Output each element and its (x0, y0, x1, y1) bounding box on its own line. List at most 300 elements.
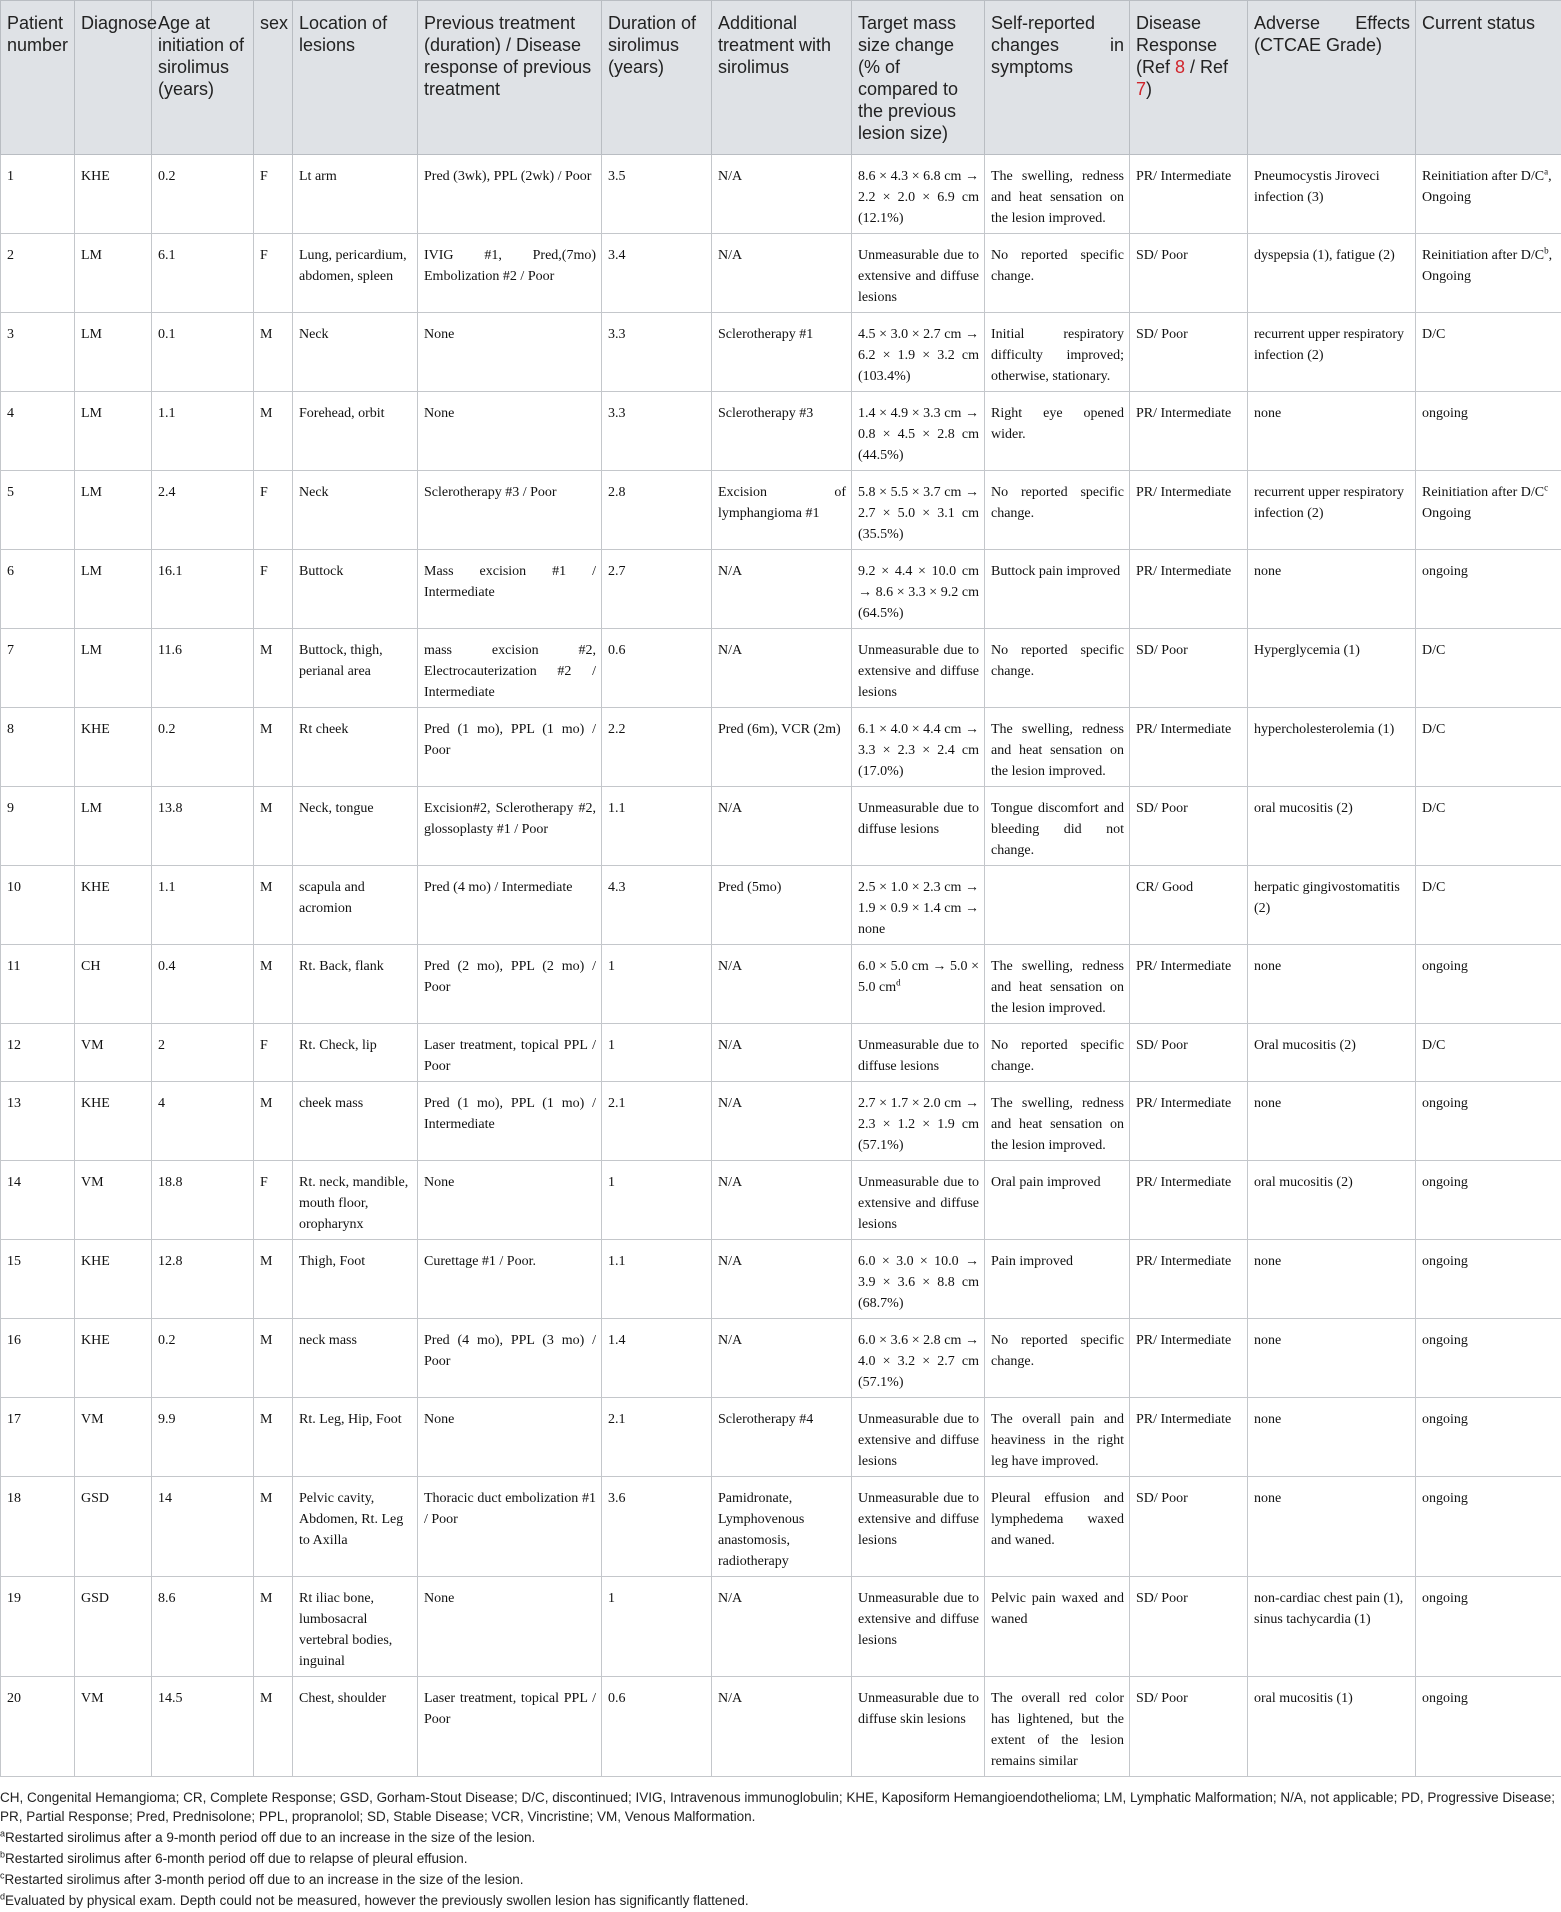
cell-age: 14.5 (152, 1677, 254, 1777)
cell-adverse: none (1248, 1398, 1416, 1477)
cell-symptoms: Right eye opened wider. (985, 392, 1130, 471)
cell-additional: N/A (712, 155, 852, 234)
cell-additional: Pred (5mo) (712, 866, 852, 945)
header-disease-response (1130, 1, 1248, 155)
cell-response: PR/ Intermediate (1130, 1398, 1248, 1477)
cell-target: Unmeasurable due to diffuse skin lesions (852, 1677, 985, 1777)
cell-status: D/C (1416, 866, 1561, 945)
cell-response: PR/ Intermediate (1130, 1161, 1248, 1240)
cell-duration: 3.4 (602, 234, 712, 313)
cell-status: ongoing (1416, 1319, 1561, 1398)
cell-adverse: non-cardiac chest pain (1), sinus tachycardia (1) (1248, 1577, 1416, 1677)
cell-location: Thigh, Foot (293, 1240, 418, 1319)
cell-symptoms: No reported specific change. (985, 629, 1130, 708)
cell-target: Unmeasurable due to extensive and diffuse lesions (852, 1477, 985, 1577)
cell-diagnose: KHE (75, 1240, 152, 1319)
cell-symptoms: The swelling, redness and heat sensation on the lesion improved. (985, 708, 1130, 787)
cell-patient: 18 (1, 1477, 75, 1577)
cell-duration: 3.5 (602, 155, 712, 234)
table-row (1, 708, 1561, 787)
cell-location: Pelvic cavity, Abdomen, Rt. Leg to Axilla (293, 1477, 418, 1577)
cell-age: 16.1 (152, 550, 254, 629)
header-response-suffix: ) (1146, 79, 1152, 99)
cell-response: SD/ Poor (1130, 1677, 1248, 1777)
cell-response: PR/ Intermediate (1130, 1082, 1248, 1161)
cell-sex: M (254, 1240, 293, 1319)
cell-adverse: herpatic gingivostomatitis (2) (1248, 866, 1416, 945)
table-row (1, 1024, 1561, 1082)
cell-previous: Pred (3wk), PPL (2wk) / Poor (418, 155, 602, 234)
status-tail: , Ongoing (1422, 248, 1552, 284)
cell-symptoms: Tongue discomfort and bleeding did not change. (985, 787, 1130, 866)
cell-location: Rt. Leg, Hip, Foot (293, 1398, 418, 1477)
cell-additional: N/A (712, 1024, 852, 1082)
cell-additional: N/A (712, 1319, 852, 1398)
cell-additional: Sclerotherapy #4 (712, 1398, 852, 1477)
cell-duration: 4.3 (602, 866, 712, 945)
cell-symptoms: The swelling, redness and heat sensation on the lesion improved. (985, 155, 1130, 234)
cell-age: 12.8 (152, 1240, 254, 1319)
table-row (1, 234, 1561, 313)
cell-previous: Sclerotherapy #3 / Poor (418, 471, 602, 550)
cell-previous: Pred (1 mo), PPL (1 mo) / Intermediate (418, 1082, 602, 1161)
cell-patient: 8 (1, 708, 75, 787)
cell-symptoms: The overall red color has lightened, but the extent of the lesion remains similar (985, 1677, 1130, 1777)
cell-previous: Pred (4 mo), PPL (3 mo) / Poor (418, 1319, 602, 1398)
cell-additional: N/A (712, 1240, 852, 1319)
cell-symptoms: No reported specific change. (985, 1024, 1130, 1082)
cell-adverse: none (1248, 392, 1416, 471)
table-row (1, 629, 1561, 708)
cell-location: Buttock, thigh, perianal area (293, 629, 418, 708)
header-diagnose: Diagnose (75, 1, 152, 155)
cell-location: cheek mass (293, 1082, 418, 1161)
cell-duration: 2.8 (602, 471, 712, 550)
footnote (0, 1870, 1555, 1889)
cell-symptoms: Pelvic pain waxed and waned (985, 1577, 1130, 1677)
cell-location: Buttock (293, 550, 418, 629)
table-row (1, 1161, 1561, 1240)
cell-duration: 1.4 (602, 1319, 712, 1398)
cell-target: 6.0 × 3.0 × 10.0 → 3.9 × 3.6 × 8.8 cm (68.7%) (852, 1240, 985, 1319)
cell-adverse: none (1248, 1240, 1416, 1319)
cell-additional: N/A (712, 1577, 852, 1677)
cell-adverse: oral mucositis (2) (1248, 787, 1416, 866)
cell-diagnose: CH (75, 945, 152, 1024)
cell-duration: 2.1 (602, 1082, 712, 1161)
cell-previous: None (418, 313, 602, 392)
cell-sex: M (254, 708, 293, 787)
table-row (1, 392, 1561, 471)
cell-patient: 11 (1, 945, 75, 1024)
footnote (0, 1849, 1555, 1868)
cell-duration: 1 (602, 1577, 712, 1677)
cell-sex: M (254, 1677, 293, 1777)
cell-diagnose: KHE (75, 708, 152, 787)
cell-age: 2 (152, 1024, 254, 1082)
cell-age: 18.8 (152, 1161, 254, 1240)
cell-patient: 19 (1, 1577, 75, 1677)
cell-target: 6.0 × 3.6 × 2.8 cm → 4.0 × 3.2 × 2.7 cm (57.1%) (852, 1319, 985, 1398)
cell-age: 11.6 (152, 629, 254, 708)
cell-location: Rt. Back, flank (293, 945, 418, 1024)
cell-diagnose: KHE (75, 1082, 152, 1161)
header-patient: Patient number (1, 1, 75, 155)
cell-response: PR/ Intermediate (1130, 550, 1248, 629)
cell-diagnose: KHE (75, 155, 152, 234)
cell-age: 1.1 (152, 866, 254, 945)
cell-diagnose: LM (75, 234, 152, 313)
cell-patient: 20 (1, 1677, 75, 1777)
cell-symptoms: Initial respiratory difficulty improved; otherwise, stationary. (985, 313, 1130, 392)
cell-status: ongoing (1416, 1398, 1561, 1477)
table-row (1, 866, 1561, 945)
cell-target: Unmeasurable due to extensive and diffuse lesions (852, 1161, 985, 1240)
cell-sex: F (254, 155, 293, 234)
status-text: Reinitiation after D/C (1422, 248, 1544, 263)
footnote-marker: c (0, 1871, 5, 1881)
cell-age: 0.2 (152, 1319, 254, 1398)
cell-adverse: hypercholesterolemia (1) (1248, 708, 1416, 787)
cell-additional: Sclerotherapy #3 (712, 392, 852, 471)
header-previous-treatment: Previous treatment (duration) / Disease response of previous treatment (418, 1, 602, 155)
cell-symptoms: No reported specific change. (985, 1319, 1130, 1398)
cell-patient: 17 (1, 1398, 75, 1477)
cell-patient: 9 (1, 787, 75, 866)
footnote-text: Restarted sirolimus after a 9-month period off due to an increase in the size of the lesion. (5, 1830, 535, 1845)
table-body (1, 155, 1561, 1777)
cell-adverse: oral mucositis (1) (1248, 1677, 1416, 1777)
cell-additional: N/A (712, 629, 852, 708)
cell-status: ongoing (1416, 550, 1561, 629)
cell-status: ongoing (1416, 1677, 1561, 1777)
cell-response: SD/ Poor (1130, 234, 1248, 313)
cell-duration: 2.7 (602, 550, 712, 629)
footnote-marker: b (1544, 245, 1549, 255)
cell-age: 14 (152, 1477, 254, 1577)
cell-location: Rt cheek (293, 708, 418, 787)
cell-location: Chest, shoulder (293, 1677, 418, 1777)
cell-age: 13.8 (152, 787, 254, 866)
status-text: Reinitiation after D/C (1422, 485, 1544, 500)
cell-additional: N/A (712, 945, 852, 1024)
cell-sex: F (254, 234, 293, 313)
cell-diagnose: LM (75, 787, 152, 866)
cell-symptoms: No reported specific change. (985, 471, 1130, 550)
footnote-text: Restarted sirolimus after 6-month period off due to relapse of pleural effusion. (5, 1851, 468, 1866)
cell-target: 2.5 × 1.0 × 2.3 cm → 1.9 × 0.9 × 1.4 cm → none (852, 866, 985, 945)
footnote (0, 1828, 1555, 1847)
cell-response: PR/ Intermediate (1130, 392, 1248, 471)
table-row (1, 1319, 1561, 1398)
cell-additional: N/A (712, 550, 852, 629)
cell-target: 9.2 × 4.4 × 10.0 cm → 8.6 × 3.3 × 9.2 cm (64.5%) (852, 550, 985, 629)
cell-adverse: none (1248, 550, 1416, 629)
cell-previous: Laser treatment, topical PPL / Poor (418, 1677, 602, 1777)
cell-previous: IVIG #1, Pred,(7mo) Embolization #2 / Poor (418, 234, 602, 313)
header-response-mid: / Ref (1185, 57, 1228, 77)
footnote-marker: b (0, 1850, 5, 1860)
table-row (1, 550, 1561, 629)
cell-status (1416, 471, 1561, 550)
header-location: Location of lesions (293, 1, 418, 155)
cell-age: 9.9 (152, 1398, 254, 1477)
table-row (1, 1677, 1561, 1777)
cell-diagnose: LM (75, 392, 152, 471)
cell-age: 0.2 (152, 708, 254, 787)
cell-response: SD/ Poor (1130, 1024, 1248, 1082)
cell-previous: Excision#2, Sclerotherapy #2, glossoplasty #1 / Poor (418, 787, 602, 866)
cell-previous: None (418, 1161, 602, 1240)
cell-previous: Pred (1 mo), PPL (1 mo) / Poor (418, 708, 602, 787)
cell-sex: M (254, 1319, 293, 1398)
cell-adverse: dyspepsia (1), fatigue (2) (1248, 234, 1416, 313)
cell-duration: 1 (602, 1024, 712, 1082)
cell-additional: N/A (712, 1082, 852, 1161)
table-row (1, 1082, 1561, 1161)
cell-diagnose: LM (75, 471, 152, 550)
cell-duration: 2.1 (602, 1398, 712, 1477)
cell-location: Forehead, orbit (293, 392, 418, 471)
footnote-text: Evaluated by physical exam. Depth could not be measured, however the previously swollen lesion has significantly flattened. (5, 1893, 749, 1908)
cell-symptoms: The overall pain and heaviness in the right leg have improved. (985, 1398, 1130, 1477)
cell-location: neck mass (293, 1319, 418, 1398)
cell-previous: Pred (4 mo) / Intermediate (418, 866, 602, 945)
table-row (1, 787, 1561, 866)
cell-additional: N/A (712, 1677, 852, 1777)
cell-age: 0.4 (152, 945, 254, 1024)
cell-patient: 12 (1, 1024, 75, 1082)
cell-response: PR/ Intermediate (1130, 1240, 1248, 1319)
cell-previous: None (418, 392, 602, 471)
cell-previous: None (418, 1577, 602, 1677)
cell-diagnose: LM (75, 550, 152, 629)
cell-status: ongoing (1416, 1161, 1561, 1240)
status-text: Reinitiation after D/C (1422, 169, 1544, 184)
cell-duration: 3.3 (602, 313, 712, 392)
ref-7-link[interactable]: 7 (1136, 79, 1146, 99)
cell-status (1416, 155, 1561, 234)
cell-age: 2.4 (152, 471, 254, 550)
cell-patient: 1 (1, 155, 75, 234)
cell-response: SD/ Poor (1130, 629, 1248, 708)
cell-previous: Laser treatment, topical PPL / Poor (418, 1024, 602, 1082)
cell-patient: 10 (1, 866, 75, 945)
footnote (0, 1891, 1555, 1910)
cell-response: PR/ Intermediate (1130, 945, 1248, 1024)
cell-additional: Pamidronate, Lymphovenous anastomosis, radiotherapy (712, 1477, 852, 1577)
cell-response: PR/ Intermediate (1130, 471, 1248, 550)
cell-adverse: Pneumocystis Jiroveci infection (3) (1248, 155, 1416, 234)
cell-age: 8.6 (152, 1577, 254, 1677)
cell-status: ongoing (1416, 1082, 1561, 1161)
cell-duration: 0.6 (602, 629, 712, 708)
cell-location: Neck (293, 313, 418, 392)
cell-duration: 1 (602, 945, 712, 1024)
cell-location: scapula and acromion (293, 866, 418, 945)
cell-response: SD/ Poor (1130, 787, 1248, 866)
cell-patient: 6 (1, 550, 75, 629)
footnote-marker: c (1544, 482, 1548, 492)
table-row (1, 155, 1561, 234)
cell-response: PR/ Intermediate (1130, 155, 1248, 234)
cell-adverse: none (1248, 1319, 1416, 1398)
cell-age: 0.1 (152, 313, 254, 392)
cell-previous: Mass excision #1 / Intermediate (418, 550, 602, 629)
cell-symptoms: Oral pain improved (985, 1161, 1130, 1240)
cell-sex: M (254, 629, 293, 708)
cell-duration: 3.3 (602, 392, 712, 471)
cell-status: D/C (1416, 1024, 1561, 1082)
cell-location: Neck (293, 471, 418, 550)
cell-target: Unmeasurable due to extensive and diffuse lesions (852, 1577, 985, 1677)
cell-target: Unmeasurable due to extensive and diffuse lesions (852, 234, 985, 313)
cell-status: ongoing (1416, 1240, 1561, 1319)
cell-status: ongoing (1416, 1577, 1561, 1677)
cell-symptoms: Buttock pain improved (985, 550, 1130, 629)
cell-patient: 5 (1, 471, 75, 550)
cell-symptoms (985, 866, 1130, 945)
cell-status: D/C (1416, 708, 1561, 787)
footnote-text: Restarted sirolimus after 3-month period off due to an increase in the size of the lesion. (5, 1872, 524, 1887)
cell-duration: 3.6 (602, 1477, 712, 1577)
cell-adverse: none (1248, 945, 1416, 1024)
cell-age: 4 (152, 1082, 254, 1161)
cell-additional: N/A (712, 234, 852, 313)
cell-sex: M (254, 866, 293, 945)
cell-target: 4.5 × 3.0 × 2.7 cm → 6.2 × 1.9 × 3.2 cm (103.4%) (852, 313, 985, 392)
cell-target: 5.8 × 5.5 × 3.7 cm → 2.7 × 5.0 × 3.1 cm (35.5%) (852, 471, 985, 550)
cell-location: Lt arm (293, 155, 418, 234)
footnote-marker: a (1544, 166, 1548, 176)
header-additional-treatment: Additional treatment with sirolimus (712, 1, 852, 155)
cell-sex: F (254, 550, 293, 629)
cell-previous: Curettage #1 / Poor. (418, 1240, 602, 1319)
cell-target (852, 945, 985, 1024)
cell-sex: M (254, 1577, 293, 1677)
cell-previous: Thoracic duct embolization #1 / Poor (418, 1477, 602, 1577)
cell-diagnose: GSD (75, 1477, 152, 1577)
cell-location: Rt. Check, lip (293, 1024, 418, 1082)
table-row (1, 1577, 1561, 1677)
cell-symptoms: Pleural effusion and lymphedema waxed and waned. (985, 1477, 1130, 1577)
cell-patient: 15 (1, 1240, 75, 1319)
footnote-marker: d (0, 1892, 5, 1902)
target-text: 6.0 × 5.0 cm → 5.0 × 5.0 cm (858, 959, 979, 995)
cell-location: Lung, pericardium, abdomen, spleen (293, 234, 418, 313)
cell-additional: Excision of lymphangioma #1 (712, 471, 852, 550)
cell-response: SD/ Poor (1130, 313, 1248, 392)
cell-adverse: Hyperglycemia (1) (1248, 629, 1416, 708)
cell-duration: 1 (602, 1161, 712, 1240)
cell-diagnose: KHE (75, 866, 152, 945)
cell-previous: Pred (2 mo), PPL (2 mo) / Poor (418, 945, 602, 1024)
cell-symptoms: The swelling, redness and heat sensation on the lesion improved. (985, 945, 1130, 1024)
cell-sex: F (254, 1024, 293, 1082)
cell-diagnose: LM (75, 313, 152, 392)
header-current-status: Current status (1416, 1, 1561, 155)
cell-sex: M (254, 1082, 293, 1161)
cell-diagnose: VM (75, 1677, 152, 1777)
cell-status: D/C (1416, 629, 1561, 708)
abbreviations-note: CH, Congenital Hemangioma; CR, Complete Response; GSD, Gorham-Stout Disease; D/C, discontinued; IVIG, Intravenous immunoglobulin; KHE, Kaposiform Hemangioendothelioma; LM, Lymphatic Malformation; N/A, not applicable; PD, Progressive Disease; PR, Partial Response; Pred, Prednisolone; PPL, propranolol; SD, Stable Disease; VCR, Vincristine; VM, Venous Malformation. (0, 1788, 1555, 1826)
header-sex: sex (254, 1, 293, 155)
cell-status: D/C (1416, 787, 1561, 866)
cell-sex: M (254, 313, 293, 392)
cell-sex: M (254, 1398, 293, 1477)
header-response-text: Disease Response (Ref (1136, 13, 1217, 77)
cell-previous: mass excision #2, Electrocauterization #2 / Intermediate (418, 629, 602, 708)
header-symptoms: Self-reported changes in symptoms (985, 1, 1130, 155)
cell-duration: 1.1 (602, 787, 712, 866)
cell-sex: M (254, 945, 293, 1024)
table-row (1, 471, 1561, 550)
cell-adverse: oral mucositis (2) (1248, 1161, 1416, 1240)
cell-status: ongoing (1416, 945, 1561, 1024)
cell-additional: N/A (712, 1161, 852, 1240)
table-row (1, 1240, 1561, 1319)
status-tail: , Ongoing (1422, 169, 1552, 205)
table-row (1, 1398, 1561, 1477)
cell-status: D/C (1416, 313, 1561, 392)
cell-location: Rt. neck, mandible, mouth floor, oropharynx (293, 1161, 418, 1240)
header-adverse-effects: Adverse Effects (CTCAE Grade) (1248, 1, 1416, 155)
cell-response: SD/ Poor (1130, 1577, 1248, 1677)
cell-additional: Pred (6m), VCR (2m) (712, 708, 852, 787)
cell-diagnose: VM (75, 1398, 152, 1477)
header-target-mass: Target mass size change (% of compared to the previous lesion size) (852, 1, 985, 155)
cell-diagnose: VM (75, 1024, 152, 1082)
header-row (1, 1, 1561, 155)
cell-patient: 13 (1, 1082, 75, 1161)
cell-target: Unmeasurable due to diffuse lesions (852, 787, 985, 866)
cell-symptoms: The swelling, redness and heat sensation on the lesion improved. (985, 1082, 1130, 1161)
cell-patient: 7 (1, 629, 75, 708)
cell-status (1416, 234, 1561, 313)
cell-diagnose: KHE (75, 1319, 152, 1398)
cell-sex: M (254, 392, 293, 471)
cell-sex: M (254, 787, 293, 866)
cell-age: 0.2 (152, 155, 254, 234)
cell-additional: N/A (712, 787, 852, 866)
cell-response: CR/ Good (1130, 866, 1248, 945)
cell-adverse: Oral mucositis (2) (1248, 1024, 1416, 1082)
cell-sex: F (254, 1161, 293, 1240)
cell-duration: 1.1 (602, 1240, 712, 1319)
cell-target: Unmeasurable due to extensive and diffuse lesions (852, 1398, 985, 1477)
cell-response: SD/ Poor (1130, 1477, 1248, 1577)
cell-status: ongoing (1416, 1477, 1561, 1577)
cell-patient: 4 (1, 392, 75, 471)
cell-response: PR/ Intermediate (1130, 708, 1248, 787)
status-tail: Ongoing (1422, 506, 1471, 521)
cell-response: PR/ Intermediate (1130, 1319, 1248, 1398)
table-footnotes (0, 1788, 1555, 1912)
cell-target: 2.7 × 1.7 × 2.0 cm → 2.3 × 1.2 × 1.9 cm (57.1%) (852, 1082, 985, 1161)
cell-age: 6.1 (152, 234, 254, 313)
cell-target: 6.1 × 4.0 × 4.4 cm → 3.3 × 2.3 × 2.4 cm (17.0%) (852, 708, 985, 787)
cell-patient: 2 (1, 234, 75, 313)
cell-patient: 16 (1, 1319, 75, 1398)
ref-8-link[interactable]: 8 (1175, 57, 1185, 77)
cell-adverse: recurrent upper respiratory infection (2) (1248, 471, 1416, 550)
header-duration: Duration of sirolimus (years) (602, 1, 712, 155)
cell-diagnose: LM (75, 629, 152, 708)
cell-target: Unmeasurable due to extensive and diffuse lesions (852, 629, 985, 708)
header-age: Age at initiation of sirolimus (years) (152, 1, 254, 155)
cell-duration: 2.2 (602, 708, 712, 787)
cell-diagnose: VM (75, 1161, 152, 1240)
